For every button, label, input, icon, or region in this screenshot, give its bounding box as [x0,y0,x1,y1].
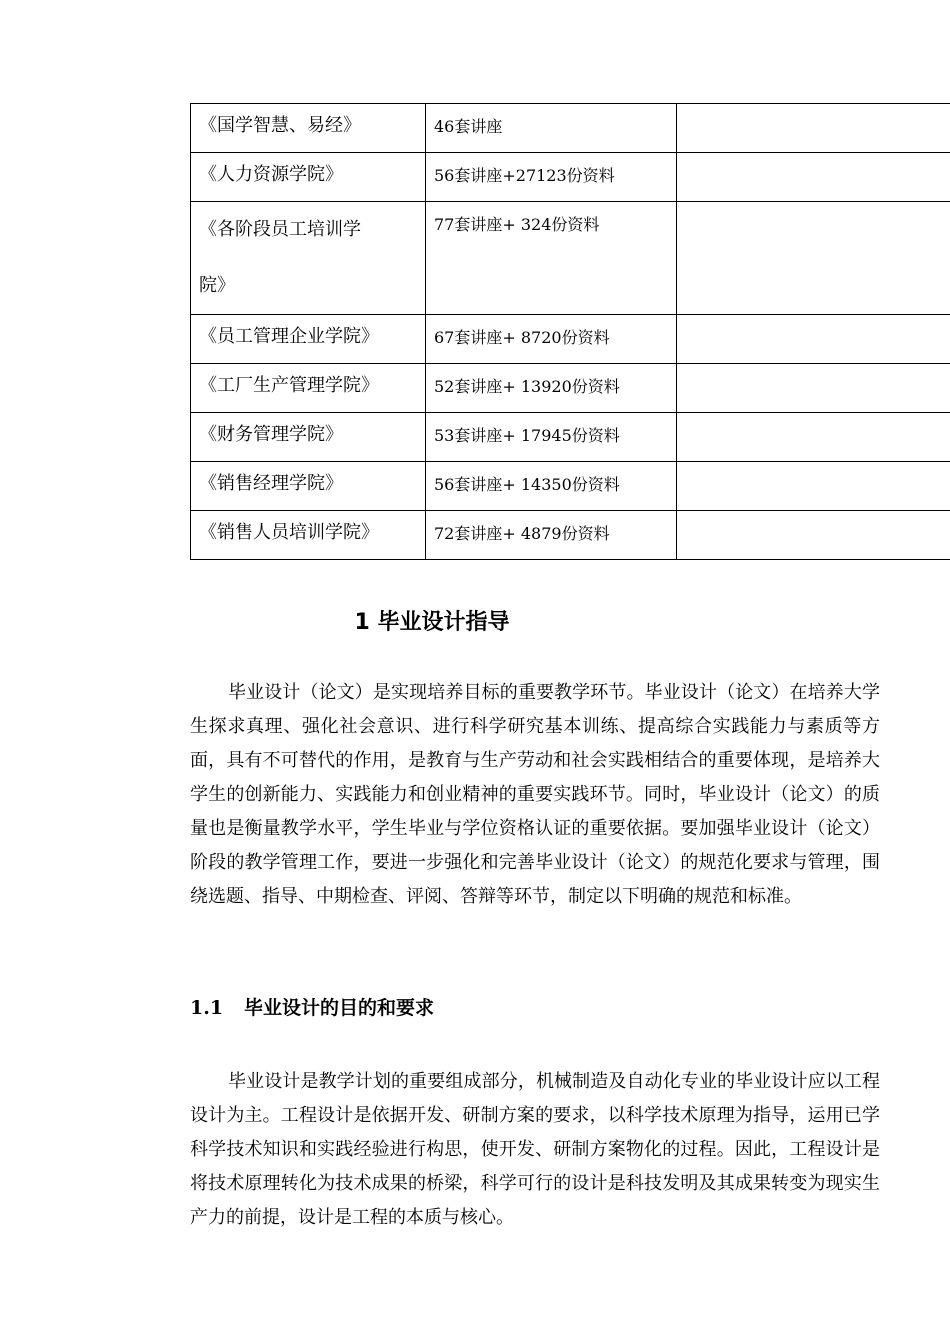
course-extra [677,364,950,413]
course-content: 46套讲座 [426,104,677,153]
course-content: 67套讲座+ 8720份资料 [426,315,677,364]
course-extra [677,104,950,153]
course-name: 《工厂生产管理学院》 [191,364,426,413]
course-name-line-1: 《各阶段员工培训学 [199,219,361,240]
course-content: 52套讲座+ 13920份资料 [426,364,677,413]
course-content: 56套讲座+ 14350份资料 [426,462,677,511]
subsection-number: 1.1 [190,997,224,1019]
table-row [191,202,950,315]
course-name [191,202,426,315]
course-name: 《员工管理企业学院》 [191,315,426,364]
course-extra [677,153,950,202]
course-extra [677,315,950,364]
table-row [191,364,950,413]
course-table [190,103,950,560]
course-content: 56套讲座+27123份资料 [426,153,677,202]
section-paragraph: 毕业设计（论文）是实现培养目标的重要教学环节。毕业设计（论文）在培养大学生探求真理、强化社会意识、进行科学研究基本训练、提高综合实践能力与素质等方面，具有不可替代的作用，是教育与生产劳动和社会实践相结合的重要体现，是培养大学生的创新能力、实践能力和创业精神的重要实践环节。同时，毕业设计（论文）的质量也是衡量教学水平，学生毕业与学位资格认证的重要依据。要加强毕业设计（论文）阶段的教学管理工作，要进一步强化和完善毕业设计（论文）的规范化要求与管理，围绕选题、指导、中期检查、评阅、答辩等环节，制定以下明确的规范和标准。 [190,682,880,907]
subsection-title: 毕业设计的目的和要求 [244,997,435,1019]
course-extra [677,462,950,511]
table-row [191,315,950,364]
subsection-heading [190,993,434,1023]
table-row [191,153,950,202]
table-row [191,413,950,462]
table-row [191,462,950,511]
course-name-line-2: 院》 [199,275,235,296]
course-name: 《人力资源学院》 [191,153,426,202]
course-extra [677,413,950,462]
course-content: 72套讲座+ 4879份资料 [426,511,677,560]
section-heading: 1 毕业设计指导 [354,610,510,635]
course-extra [677,511,950,560]
course-name: 《国学智慧、易经》 [191,104,426,153]
course-name: 《财务管理学院》 [191,413,426,462]
course-content: 77套讲座+ 324份资料 [426,202,677,315]
course-content: 53套讲座+ 17945份资料 [426,413,677,462]
course-name: 《销售经理学院》 [191,462,426,511]
table-row [191,511,950,560]
course-extra [677,202,950,315]
course-name: 《销售人员培训学院》 [191,511,426,560]
table-row [191,104,950,153]
subsection-paragraph: 毕业设计是教学计划的重要组成部分，机械制造及自动化专业的毕业设计应以工程设计为主。工程设计是依据开发、研制方案的要求，以科学技术原理为指导，运用已学科学技术知识和实践经验进行构思，使开发、研制方案物化的过程。因此，工程设计是将技术原理转化为技术成果的桥梁，科学可行的设计是科技发明及其成果转变为现实生产力的前提，设计是工程的本质与核心。 [190,1071,880,1228]
